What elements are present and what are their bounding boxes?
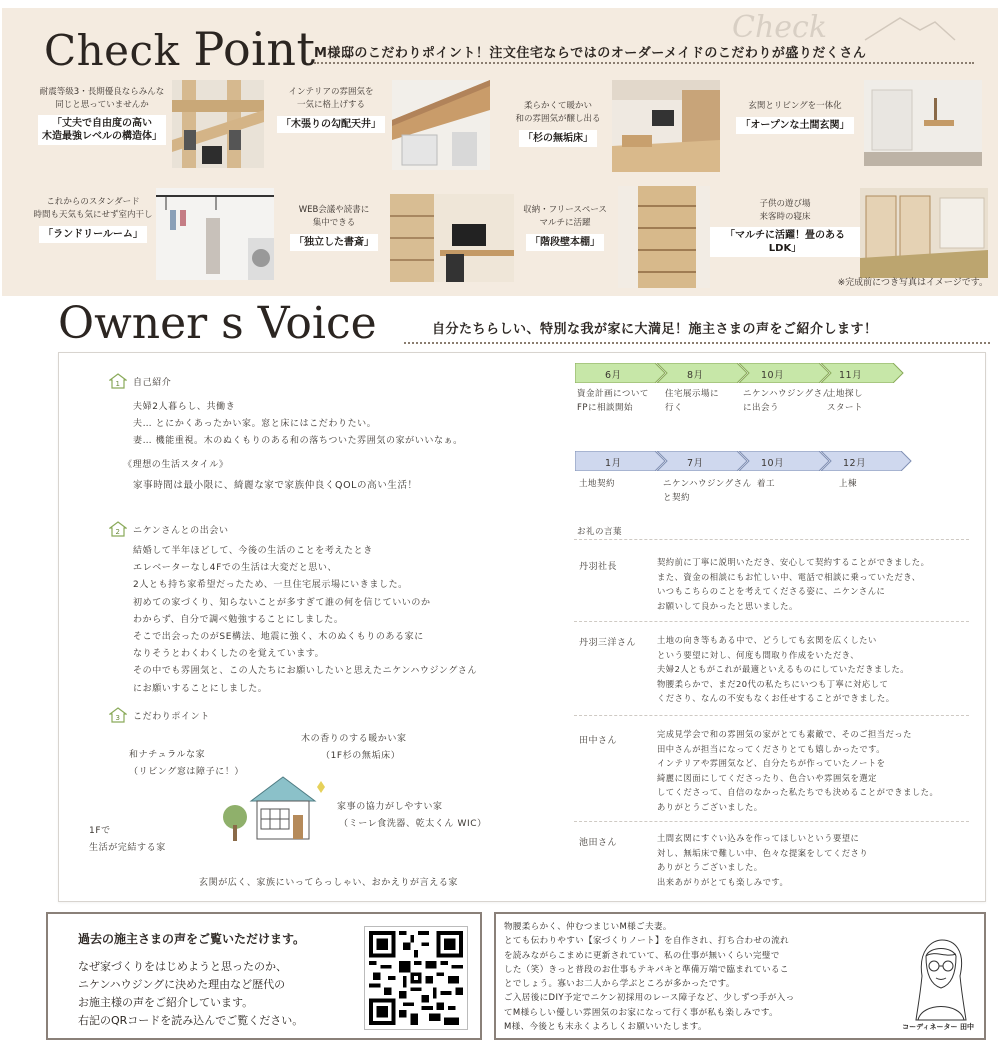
past-voices-line: なぜ家づくりをはじめようと思ったのか、	[78, 960, 287, 973]
doma-entrance-photo	[864, 80, 982, 166]
meeting-line: にお願いすることにしました。	[133, 683, 268, 694]
coordinator-line: M様、今後とも末永くよろしくお願いいたします。	[504, 1022, 707, 1033]
qr-code-icon	[369, 931, 463, 1025]
item-sub: 時間も天気も気にせず室内干し	[33, 210, 153, 220]
item-sub: 一気に格上げする	[296, 100, 365, 110]
coordinator-portrait-icon	[912, 936, 970, 1022]
kodawari-wa-text: 和ナチュラルな家	[129, 750, 206, 760]
timeline1-event: ニケンハウジングさん に出会う	[743, 389, 832, 413]
past-voices-line: お施主様の声をご紹介しています。	[78, 996, 254, 1009]
thanks-name: 池田さん	[579, 838, 618, 848]
stair-bookshelf-photo	[618, 186, 710, 288]
checkpoint-title-suffix: Point	[193, 22, 316, 76]
item-sub: WEB会議や読書に	[298, 205, 370, 215]
meeting-line: わからず、自分で調べ勉強することにしました。	[133, 614, 344, 625]
item-sub: 和の雰囲気が醸し出る	[515, 114, 601, 124]
svg-text:3: 3	[115, 714, 121, 722]
past-voices-body	[78, 958, 303, 1030]
item-sub: マルチに活躍	[539, 218, 591, 228]
kodawari-ki	[301, 731, 407, 765]
item-sub: 柔らかくて暖かい	[523, 101, 592, 111]
checkpoint-item	[28, 196, 158, 243]
thanks-name: 丹羽三洋さん	[579, 638, 637, 648]
house-illustration	[219, 771, 347, 843]
item-sub: 同じと思っていませんか	[55, 100, 149, 110]
kodawari-heading	[109, 707, 210, 723]
owners-voice-title: Owner s Voice	[58, 298, 377, 349]
intro-line: 夫婦2人暮らし、共働き	[133, 402, 236, 412]
checkpoint-headline: M様邸のこだわりポイント！注文住宅ならではのオーダーメイドのこだわりが盛りだくさん	[314, 46, 867, 61]
timeline2-month: 1月	[605, 458, 622, 469]
timeline2-event: ニケンハウジングさん と契約	[663, 479, 752, 503]
past-voices-line: ニケンハウジングに決めた理由など歴代の	[78, 978, 286, 991]
checkpoint-item	[502, 100, 614, 147]
tatami-ldk-photo	[860, 188, 988, 278]
timeline1-event: 住宅展示場に 行く	[665, 389, 720, 413]
kodawari-genkan: 玄関が広く、家族にいってらっしゃい、おかえりが言える家	[199, 878, 459, 888]
kodawari-kaji-text: 家事の協力がしやすい家	[337, 802, 443, 812]
coordinator-message-box	[494, 912, 986, 1040]
item-sub: 玄関とリビングを一体化	[748, 101, 842, 111]
timeline1-month: 8月	[687, 370, 704, 381]
intro-heading-label: 自己紹介	[133, 377, 172, 388]
coordinator-line: とでしょう。寡いお二人から学ぶところが多かったです。	[504, 979, 735, 990]
ceiling-photo	[392, 80, 490, 170]
intro-line: 妻… 機能重視。木のぬくもりのある和の落ちついた雰囲気の家がいいなぁ。	[133, 436, 463, 446]
kodawari-1f-line2: 生活が完結する家	[89, 843, 166, 853]
house-number-1-icon	[109, 373, 127, 389]
item-sub: 来客時の寝床	[759, 212, 811, 222]
timeline2-event: 着工	[757, 479, 776, 489]
item-label: 「ランドリールーム」	[39, 226, 147, 243]
past-voices-box	[46, 912, 482, 1040]
house-number-3-icon	[109, 707, 127, 723]
timeline1-month: 6月	[605, 370, 622, 381]
coordinator-message	[504, 920, 795, 1034]
timeline1-month: 11月	[839, 370, 863, 381]
meeting-heading	[109, 521, 229, 537]
meeting-line: 初めての家づくり、知らないことが多すぎて誰の何を信じていいのか	[133, 597, 431, 608]
checkpoint-item	[730, 100, 860, 134]
timeline2-event: 上棟	[839, 479, 858, 489]
checkpoint-watermark: Check	[732, 10, 828, 45]
coordinator-line: 物腰柔らかく、仲むつまじいM様ご夫妻。	[504, 922, 672, 932]
qr-code[interactable]	[364, 926, 468, 1030]
study-photo	[390, 194, 514, 282]
item-sub: 集中できる	[312, 218, 356, 228]
coordinator-line: とても伝わりやすい【家づくりノート】を自作され、打ち合わせの流れ	[504, 936, 790, 947]
coordinator-line: ご入居後にDIY予定でニケン初採用のレース障子など、少しずつ手が入っ	[504, 993, 795, 1004]
coordinator-line: を読みながらこまめに更新されていて、私の仕事が無いくらい完璧で	[504, 950, 780, 961]
past-voices-line: 右記のQRコードを読み込んでご覧ください。	[78, 1014, 304, 1027]
kodawari-kaji-sub: （ミーレ食洗器、乾太くん WIC）	[339, 819, 487, 829]
item-label: 「階段壁本棚」	[526, 234, 604, 251]
timeline2-month: 7月	[687, 458, 704, 469]
timeline2-month: 12月	[843, 458, 867, 469]
meeting-line: 2人とも持ち家希望だったため、一旦住宅展示場にいきました。	[133, 580, 408, 591]
coordinator-line: した（笑）きっと普段のお仕事もテキパキと準備万端で臨まれているこ	[504, 964, 789, 975]
kodawari-ki-sub: （1F杉の無垢床）	[321, 751, 401, 761]
thanks-body: 完成見学会で和の雰囲気の家がとても素敵で、そのご担当だった 田中さんが担当になってくださりとても嬉しかったです。 インテリアや雰囲気など、自分たちが作っていたノートを 綺麗に図面にしてくださったり、色合いや雰囲気を選定 してくださって、自信のなかった私たちでも決めることができました。 ありがとうございました。	[657, 729, 939, 812]
intro-line: 夫… とにかくあったかい家。窓と床にはこだわりたい。	[133, 419, 377, 429]
thanks-body: 土間玄関にすぐい込みを作ってほしいという要望に 対し、無垢床で難しい中、色々な提案をしてくださり ありがとうございました。 出来あがりがとても楽しみです。	[657, 833, 869, 887]
thanks-name: 丹羽社長	[579, 562, 618, 572]
item-sub: 耐震等級3・長期優良ならみんな	[39, 87, 165, 97]
meeting-line: そこで出会ったのがSE構法、地震に強く、木のぬくもりのある家に	[133, 632, 424, 643]
thanks-divider	[574, 715, 969, 716]
owners-voice-headline: 自分たちらしい、特別な我が家に大満足！施主さまの声をご紹介します！	[432, 322, 878, 337]
meeting-line: エレベーターなし4Fでの生活は大変だと思い、	[133, 563, 338, 574]
handwritten-note-card	[58, 352, 986, 902]
past-voices-title: 過去の施主さまの声をご覧いただけます。	[78, 932, 306, 946]
meeting-line: 結婚して半年ほどして、今後の生活のことを考えたとき	[133, 546, 373, 556]
kodawari-heading-label: こだわりポイント	[133, 711, 210, 722]
kodawari-1f-line1: 1Fで	[89, 826, 111, 836]
timeline2-event: 土地契約	[579, 479, 616, 489]
svg-text:1: 1	[115, 380, 121, 388]
item-label: 「杉の無垢床」	[519, 130, 597, 147]
ideal-style-heading: 《理想の生活スタイル》	[123, 460, 229, 470]
coordinator-line: てM様らしい優しい雰囲気のお家になって行く事が私も楽しみです。	[504, 1007, 779, 1018]
house-number-2-icon	[109, 521, 127, 537]
intro-lines	[133, 399, 463, 450]
thanks-divider	[574, 539, 969, 540]
timeline1-month: 10月	[761, 370, 785, 381]
roof-outline-icon	[860, 12, 960, 42]
thanks-divider	[574, 621, 969, 622]
timeline1-event: 土地探し スタート	[827, 389, 864, 413]
checkpoint-item	[278, 204, 390, 251]
svg-text:2: 2	[115, 528, 121, 536]
checkpoint-item	[32, 86, 172, 145]
kodawari-wa-sub: （リビング窓は障子に！）	[129, 767, 245, 777]
meeting-line: なりそうとわくわくしたのを覚えています。	[133, 649, 325, 660]
intro-heading	[109, 373, 171, 389]
kodawari-ki-text: 木の香りのする暖かい家	[301, 734, 407, 744]
ideal-style-text: 家事時間は最小限に、綺麗な家で家族仲良くQOLの高い生活！	[133, 480, 418, 491]
photo-disclaimer: ※完成前につき写真はイメージです。	[837, 278, 988, 288]
checkpoint-divider	[314, 62, 974, 64]
thanks-body: 契約前に丁寧に説明いただき、安心して契約することができました。 また、資金の相談にもお忙しい中、電話で相談に乗っていただき、 いつもこちらのことを考えてくださる姿に、ニケンさんに お願いして良かったと思いました。	[657, 557, 930, 611]
checkpoint-item	[510, 204, 620, 251]
cedar-floor-photo	[612, 80, 720, 172]
item-sub: インテリアの雰囲気を	[288, 87, 374, 97]
structure-photo	[172, 80, 264, 168]
checkpoint-title	[44, 22, 316, 76]
timeline2-month: 10月	[761, 458, 785, 469]
item-sub: これからのスタンダード	[46, 197, 140, 207]
checkpoint-title-prefix: Check	[44, 26, 180, 75]
thanks-heading: お礼の言葉	[577, 527, 623, 537]
coordinator-signature: コーディネーター 田中	[902, 1023, 974, 1031]
checkpoint-item	[270, 86, 392, 133]
item-label: 「オープンな土間玄関」	[736, 117, 853, 134]
thanks-name: 田中さん	[579, 736, 618, 746]
checkpoint-item	[710, 198, 860, 257]
kodawari-1f	[89, 823, 166, 857]
item-label: 「丈夫で自由度の高い 木造最強レベルの構造体」	[38, 115, 166, 145]
meeting-heading-label: ニケンさんとの出会い	[133, 525, 229, 536]
thanks-body: 土地の向き等もある中で、どうしても玄関を広くしたい という要望に対し、何度も間取り作成をいただき、 夫婦2人ともがこれが最適といえるものにしていただきました。 物腰柔らかで、まだ20代の私たちにいつも丁寧に対応して くださり、なんの不安もなくお任せすることができました。	[657, 635, 910, 703]
item-sub: 子供の遊び場	[759, 199, 811, 209]
item-label: 「独立した書斎」	[290, 234, 378, 251]
timeline1-event: 資金計画について FPに相談開始	[577, 389, 649, 413]
owners-voice-divider	[404, 342, 990, 344]
kodawari-kaji	[337, 799, 487, 833]
meeting-lines	[133, 543, 477, 698]
checkpoint-section	[2, 8, 998, 296]
meeting-line: その中でも雰囲気と、この人たちにお願いしたいと思えたニケンハウジングさん	[133, 666, 478, 677]
thanks-divider	[574, 821, 969, 822]
item-sub: 収納・フリースペース	[523, 205, 607, 215]
item-label: 「マルチに活躍！畳のあるLDK」	[710, 227, 860, 257]
laundry-room-photo	[156, 188, 274, 280]
item-label: 「木張りの勾配天井」	[277, 116, 385, 133]
